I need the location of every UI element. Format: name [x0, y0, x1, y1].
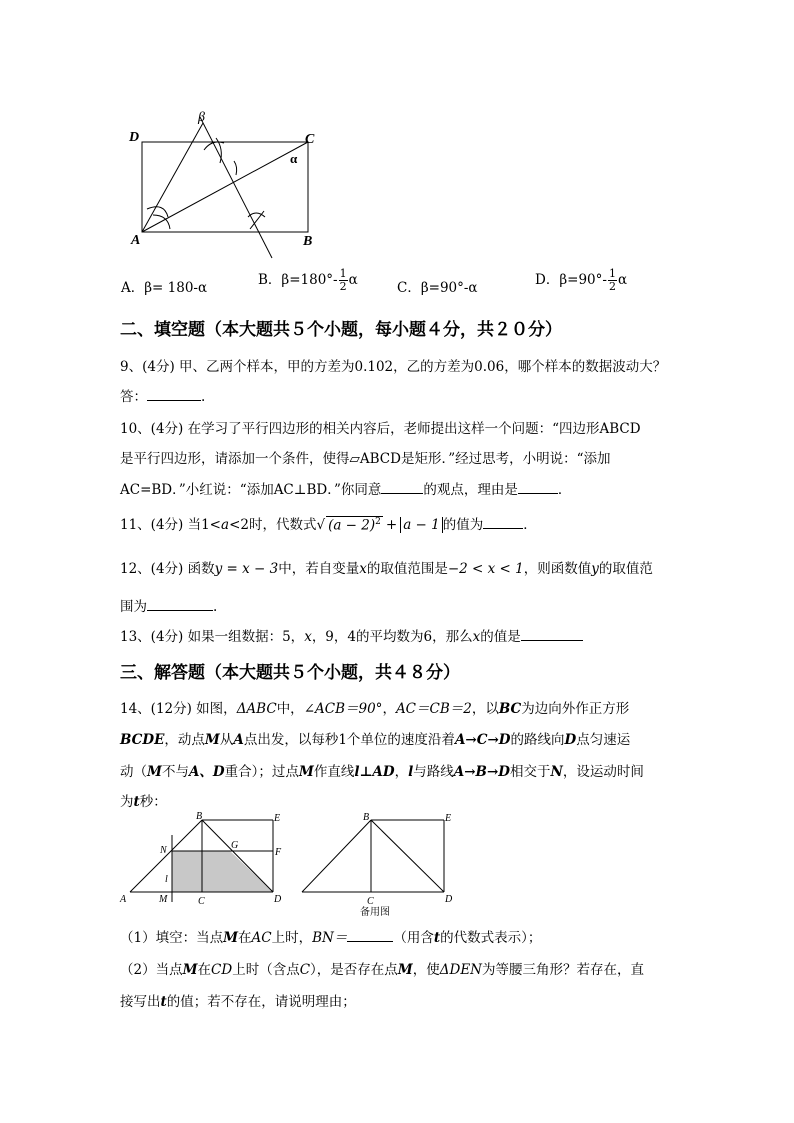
q14-l3-b: 不与	[161, 764, 189, 780]
q9-line1: 9、(4分) 甲、乙两个样本，甲的方差为0.102，乙的方差为0.06，哪个样本的数据波动大？	[120, 359, 667, 375]
q14-p2-a: （2）当点	[120, 962, 183, 978]
alpha-symbol: α	[617, 272, 628, 288]
q14-p2-b: 在	[197, 962, 212, 978]
q11-mid: <2时，代数式	[229, 517, 317, 533]
q14-part2-cont	[120, 990, 356, 1010]
q8-option-c	[397, 276, 478, 296]
q10-line3-c: ．	[557, 482, 572, 498]
q10-line3-a: AC=BD．”小红说：“添加AC⊥BD．”你同意	[120, 482, 382, 498]
q11-sqrt	[326, 516, 383, 534]
q11-sqrt-expr: (a − 2)	[328, 517, 376, 533]
q8-option-d	[535, 268, 627, 293]
q14-square-bcde: BCDE	[120, 732, 165, 748]
fig2-label-d: D	[445, 894, 453, 905]
q14-l1-e: 为边向外作正方形	[521, 701, 630, 717]
fig2-label-b: B	[363, 812, 370, 823]
q14-p1-d: （用含	[393, 930, 434, 946]
q14-point-d: D	[564, 732, 577, 748]
fraction-half	[608, 268, 617, 293]
q13-line	[120, 625, 583, 645]
fraction-half	[339, 268, 348, 293]
q12-function: y = x − 3	[214, 561, 279, 577]
q14-point-m2: M	[298, 764, 314, 780]
q14-p3-a: 接写出	[120, 994, 161, 1010]
q10-line1: 10、(4分) 在学习了平行四边形的相关内容后，老师提出这样一个问题：“四边形ABCD	[120, 421, 641, 437]
fig1-label-l: l	[165, 874, 168, 885]
q14-p1-b: 在	[238, 930, 252, 946]
q14-l1-d: ，以	[471, 701, 499, 717]
construction-arc-a	[153, 215, 170, 229]
q14-equal-sides: AC＝CB＝2	[395, 701, 472, 717]
option-d-text: D．β=90°-	[535, 272, 607, 288]
q14-var-t: t	[133, 794, 140, 810]
section3-title: 三、解答题（本大题共５个小题，共４８分）	[120, 663, 460, 683]
q9-answer-label: 答：	[120, 389, 147, 405]
rectangle-construction-figure	[120, 105, 330, 275]
q14-figure-spare	[296, 810, 466, 920]
q13-prefix: 13、(4分) 如果一组数据：5，	[120, 629, 305, 645]
fig1-label-d: D	[274, 894, 282, 905]
q11-blank[interactable]	[483, 516, 523, 529]
q14-line4	[120, 790, 167, 810]
q10-line3	[120, 478, 571, 498]
q14-p2-m2: M	[397, 962, 413, 978]
frac-den: 2	[608, 280, 616, 293]
q8-option-a	[121, 276, 207, 296]
label-beta: β	[198, 110, 205, 125]
label-d: D	[129, 130, 140, 145]
frac-den: 2	[339, 280, 347, 293]
q14-l3-h: ，设运动时间	[562, 764, 644, 780]
q13-var-x2: x	[472, 629, 481, 645]
q14-point-n: N	[550, 764, 563, 780]
q14-perp: l⊥AD	[354, 764, 395, 780]
q12-mid1: 中，若自变量	[278, 561, 360, 577]
q10-blank-1[interactable]	[381, 481, 423, 494]
q13-suffix: 的值是	[480, 629, 521, 645]
q11-prefix: 11、(4分) 当1<	[120, 517, 221, 533]
q14-l3-a: 动（	[120, 764, 147, 780]
q9-answer-line	[120, 385, 205, 405]
frac-num: 1	[608, 267, 616, 280]
fig2-label-e: E	[445, 813, 452, 824]
q11-exponent: 2	[375, 516, 381, 527]
q14-line3	[120, 760, 644, 780]
option-a-text: A．β= 180-α	[121, 280, 208, 296]
spare-segment-bd	[371, 820, 444, 892]
q14-angle: ∠ACB＝90°	[303, 701, 383, 717]
q14-p1-m: M	[223, 930, 239, 946]
q14-l4-a: 为	[120, 794, 134, 810]
q13-mid: ，9，4的平均数为6，那么	[311, 629, 473, 645]
q14-l3-d: 作直线	[313, 764, 355, 780]
q9-answer-blank[interactable]	[147, 388, 201, 401]
q14-p2-m: M	[182, 962, 198, 978]
q8-option-b	[258, 268, 358, 293]
spare-segment-ab	[302, 820, 371, 892]
q12-line2	[120, 595, 217, 615]
q14-l1-b: 中，	[276, 701, 304, 717]
fig2-label-c: C	[367, 896, 374, 907]
q14-l2-f: 点匀速运	[576, 732, 631, 748]
q14-l3-f: 与路线	[413, 764, 454, 780]
q14-bc: BC	[498, 701, 522, 717]
q12-var-y: y	[591, 561, 599, 577]
q11-line: 11、(4分) 当1<a<2时，代数式√ $(a - 2)^2 + a - 1$ 的值为 ．	[120, 516, 537, 533]
q12-line1	[120, 557, 653, 577]
q12-mid4: 的取值范	[598, 561, 653, 577]
q14-p1-bn: BN＝	[312, 930, 348, 946]
q14-triangle-abc: ΔABC	[236, 701, 277, 717]
q11-abs	[400, 517, 443, 533]
q14-part1	[120, 926, 541, 946]
q14-l1-c: ，	[382, 701, 396, 717]
fig1-label-b: B	[196, 811, 203, 822]
frac-num: 1	[339, 267, 347, 280]
q11-abs-expr: a − 1	[403, 517, 440, 533]
label-alpha: α	[290, 151, 298, 166]
q13-var-x: x	[304, 629, 312, 645]
q14-p3-t: t	[160, 994, 167, 1010]
section2-title: 二、填空题（本大题共５个小题，每小题４分，共２０分）	[120, 320, 562, 340]
perpendicular-bisector-line	[200, 117, 272, 258]
option-b-text: B．β=180°-	[258, 272, 338, 288]
q14-points-ad: A、D	[188, 764, 225, 780]
q12-mid3: ，则函数值	[523, 561, 592, 577]
q12-prefix: 12、(4分) 函数	[120, 561, 215, 577]
q14-point-m: M	[147, 764, 162, 780]
q14-p2-cd: CD	[211, 962, 233, 978]
label-a: A	[131, 233, 141, 248]
option-c-text: C．β=90°-α	[397, 280, 478, 296]
q14-line1	[120, 697, 629, 717]
q14-l2-b: ，动点	[164, 732, 205, 748]
q11-suffix: 的值为	[442, 517, 484, 533]
fig1-label-a: A	[120, 894, 127, 905]
label-c: C	[305, 132, 315, 147]
q14-l2-e: 的路线向	[510, 732, 565, 748]
q12-var-x: x	[359, 561, 367, 577]
q14-p2-e: ，使	[412, 962, 440, 978]
q14-path-abd: A→B→D	[453, 764, 510, 780]
q12-blank[interactable]	[147, 598, 213, 611]
q12-end: .	[213, 599, 218, 615]
q14-point-m: M	[204, 732, 220, 748]
q14-p2-f: 为等腰三角形？若存在，直	[482, 962, 644, 978]
q14-l3-g: 相交于	[509, 764, 551, 780]
q11-var-a: a	[221, 517, 230, 533]
q14-p2-d: ），是否存在点	[310, 962, 398, 978]
q14-line-l: l	[408, 764, 414, 780]
q10-line3-b: 的观点，理由是	[423, 482, 518, 498]
q14-part2	[120, 958, 644, 978]
construction-arc-side	[234, 161, 237, 175]
q14-l2-d: 点出发，以每秒1个单位的速度沿着	[243, 732, 455, 748]
q14-l2-c: 从	[219, 732, 234, 748]
q14-p3-b: 的值；若不存在，请说明理由；	[166, 994, 356, 1010]
fig2-caption: 备用图	[360, 907, 390, 918]
q11-end: ．	[523, 517, 537, 533]
q14-figure-main	[116, 810, 296, 905]
q14-l4-b: 秒：	[139, 794, 167, 810]
q14-p1-c: 上时，	[271, 930, 313, 946]
q14-p1-a: （1）填空：当点	[120, 930, 224, 946]
fig1-label-f: F	[275, 847, 282, 858]
q14-path-acd: A→C→D	[454, 732, 511, 748]
q14-p2-c: 上时（含点	[232, 962, 300, 978]
fig1-label-m: M	[159, 894, 168, 905]
q11-plus: +	[385, 517, 398, 533]
q12-mid2: 的取值范围是	[366, 561, 448, 577]
q10-line2: 是平行四边形，请添加一个条件，使得▱ABCD是矩形．”经过思考，小明说：“添加	[120, 451, 611, 467]
q9-end: .	[201, 389, 206, 405]
q14-p1-e: 的代数式表示）；	[440, 930, 542, 946]
q14-l1-a: 14、(12分) 如图，	[120, 701, 237, 717]
fig1-label-n: N	[160, 845, 167, 856]
q12-line2-text: 围为	[120, 599, 147, 615]
q14-l3-e: ，	[394, 764, 409, 780]
q14-p2-point-c: C	[299, 962, 311, 978]
q14-p2-den: ΔDEN	[439, 962, 482, 978]
alpha-symbol: α	[348, 272, 358, 288]
q14-p1-blank[interactable]	[347, 929, 393, 942]
q14-p1-ac: AC	[251, 930, 272, 946]
label-b: B	[303, 234, 313, 249]
q14-p1-t: t	[433, 930, 441, 946]
q10-blank-2[interactable]	[518, 481, 558, 494]
shaded-region	[172, 851, 273, 892]
fig1-label-e: E	[274, 813, 281, 824]
q14-line2	[120, 728, 630, 748]
fig1-label-c: C	[198, 896, 205, 905]
q14-l3-c: 重合）；过点	[224, 764, 299, 780]
q14-point-a: A	[233, 732, 244, 748]
q13-blank[interactable]	[521, 628, 583, 641]
q12-range: −2 < x < 1	[447, 561, 524, 577]
fig1-label-g: G	[231, 840, 239, 851]
